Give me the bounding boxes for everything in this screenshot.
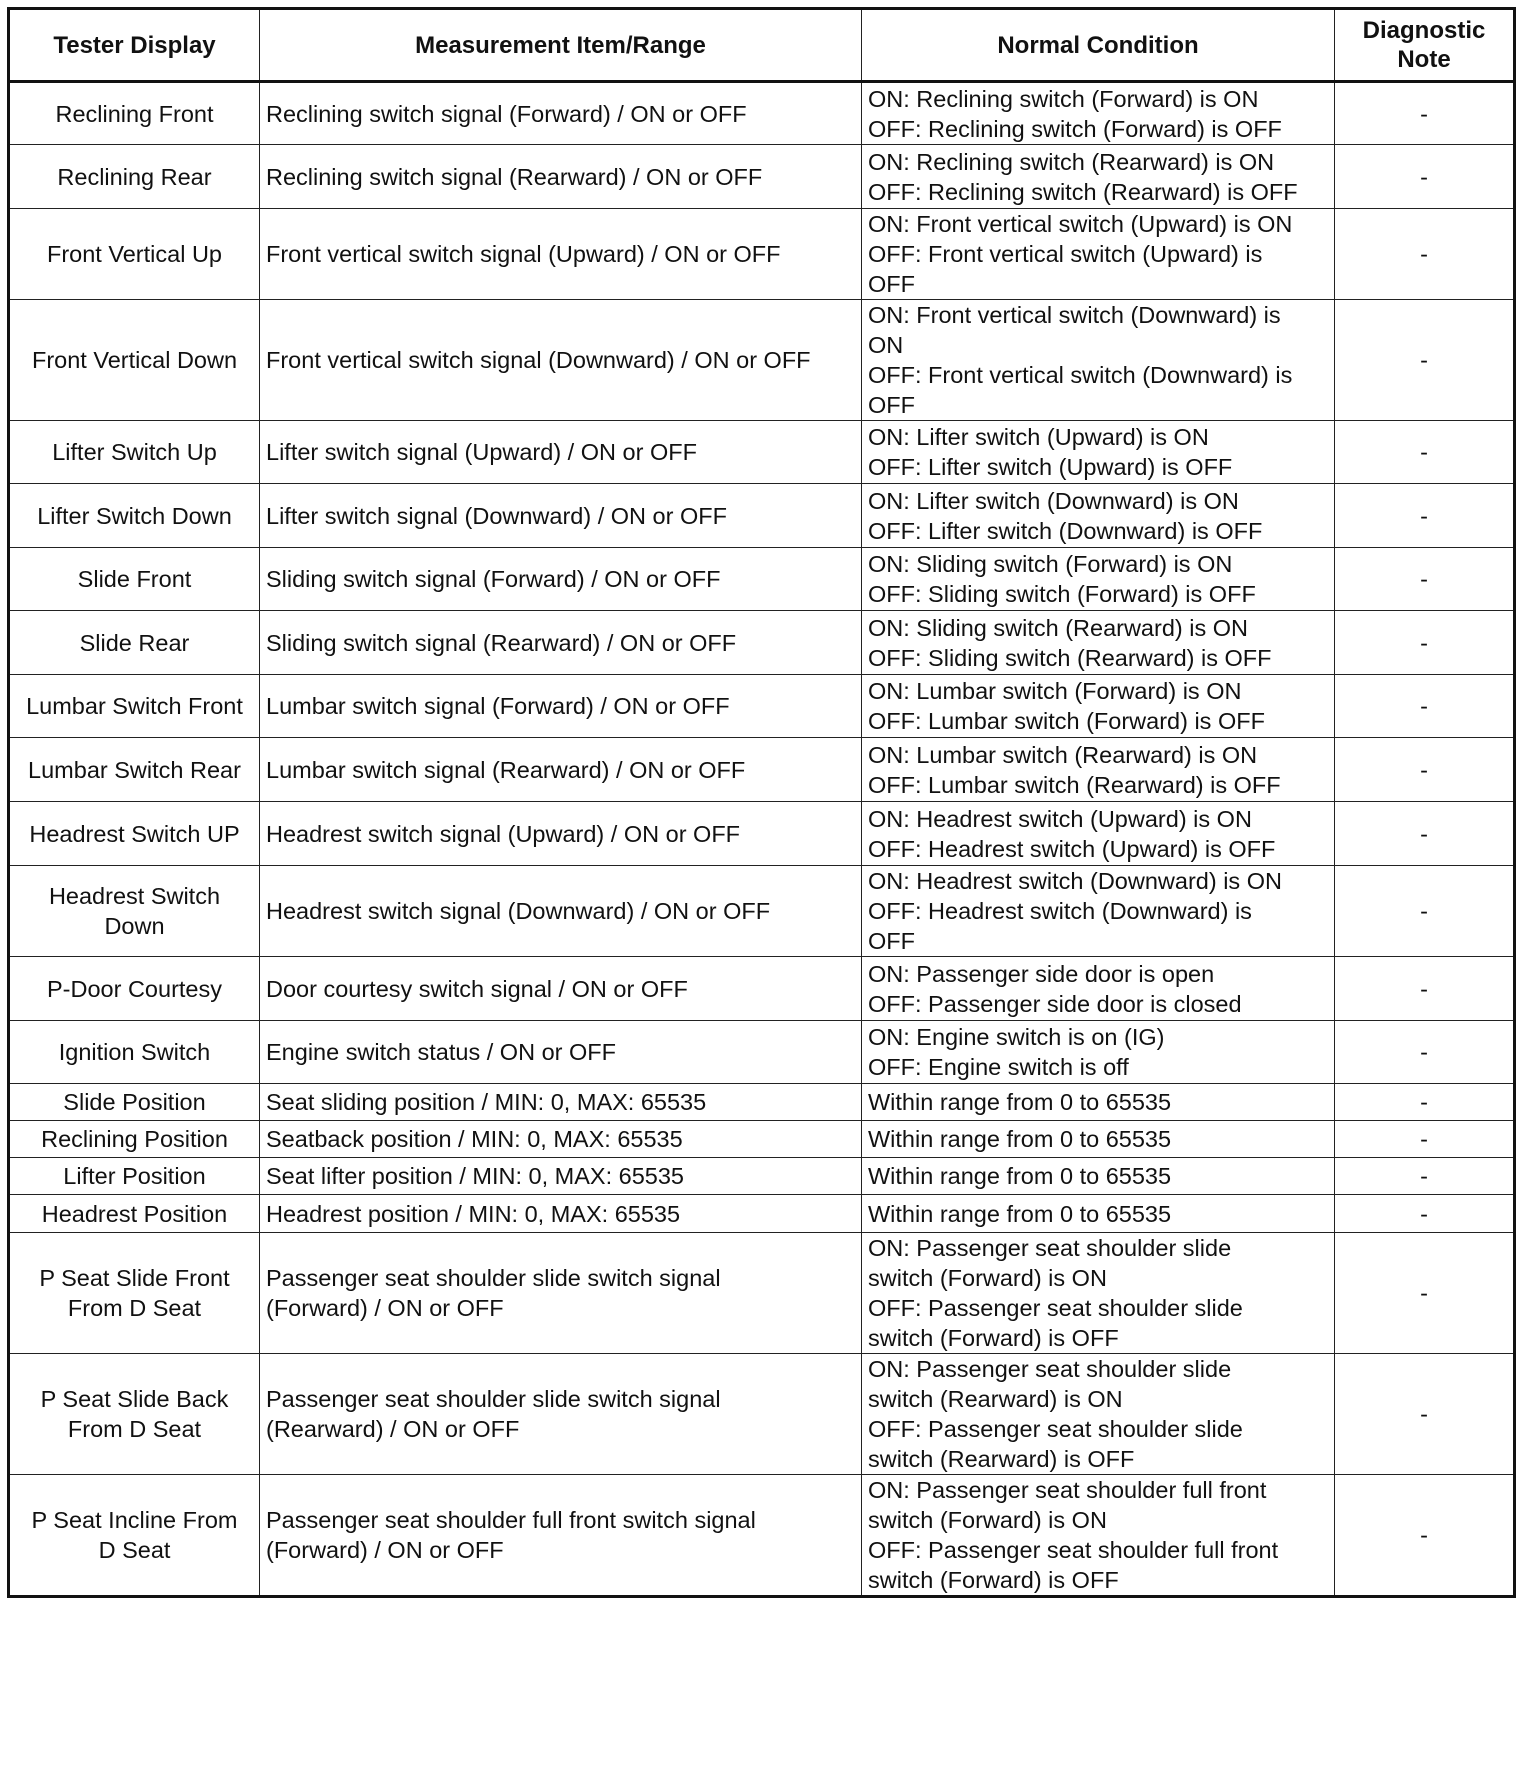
diagnostic-note-cell: -	[1335, 1021, 1515, 1084]
normal-condition-cell	[862, 300, 1335, 421]
table-row	[9, 1121, 1515, 1158]
tester-display-line: Headrest Switch	[48, 883, 221, 909]
normal-condition-cell	[862, 957, 1335, 1021]
measurement-cell	[260, 1354, 862, 1475]
condition-line: ON: Sliding switch (Forward) is ON	[868, 551, 1233, 577]
table-header	[9, 9, 1515, 82]
tester-display-line: From D Seat	[67, 1295, 202, 1321]
table-row	[9, 1158, 1515, 1195]
condition-line: ON	[868, 332, 904, 358]
header-diagnostic-note-label: Diagnostic Note	[1362, 17, 1486, 73]
tester-display-cell: Front Vertical Up	[9, 209, 260, 300]
tester-display-cell: Lumbar Switch Rear	[9, 738, 260, 802]
table-row	[9, 611, 1515, 675]
condition-line: ON: Passenger seat shoulder full front	[868, 1477, 1267, 1503]
condition-line: OFF: Front vertical switch (Downward) is	[868, 362, 1293, 388]
tester-display-cell: Ignition Switch	[9, 1021, 260, 1084]
table-row	[9, 675, 1515, 738]
diagnostic-note-cell: -	[1335, 1475, 1515, 1597]
tester-display-line: From D Seat	[67, 1416, 202, 1442]
diagnostic-note-cell: -	[1335, 209, 1515, 300]
normal-condition-cell	[862, 1195, 1335, 1233]
measurement-cell: Door courtesy switch signal / ON or OFF	[260, 957, 862, 1021]
condition-line: OFF: Lifter switch (Upward) is OFF	[868, 454, 1233, 480]
diagnostic-note-cell: -	[1335, 1121, 1515, 1158]
condition-line: ON: Lumbar switch (Forward) is ON	[868, 678, 1242, 704]
condition-line: OFF	[868, 928, 915, 954]
diagnostic-note-cell: -	[1335, 1195, 1515, 1233]
condition-line: OFF: Front vertical switch (Upward) is	[868, 241, 1263, 267]
measurement-cell: Lumbar switch signal (Rearward) / ON or OFF	[260, 738, 862, 802]
condition-line: OFF: Lifter switch (Downward) is OFF	[868, 517, 1263, 544]
condition-line: switch (Rearward) is ON	[868, 1386, 1123, 1412]
table-row	[9, 1354, 1515, 1475]
diagnostic-note-cell: -	[1335, 738, 1515, 802]
condition-line: OFF: Lumbar switch (Forward) is OFF	[868, 708, 1265, 734]
header-tester-display: Tester Display	[9, 9, 260, 82]
condition-line: switch (Forward) is OFF	[868, 1325, 1119, 1351]
condition-line: ON: Passenger side door is open	[868, 960, 1215, 987]
condition-line: OFF: Reclining switch (Rearward) is OFF	[868, 178, 1298, 205]
condition-line: ON: Reclining switch (Rearward) is ON	[868, 148, 1275, 175]
normal-condition-cell	[862, 421, 1335, 484]
diagnostic-note-cell: -	[1335, 1354, 1515, 1475]
normal-condition-cell	[862, 209, 1335, 300]
condition-line: OFF: Passenger seat shoulder full front	[868, 1537, 1279, 1563]
normal-condition-cell	[862, 1475, 1335, 1597]
diagnostic-note-cell: -	[1335, 802, 1515, 866]
tester-display-line: D Seat	[98, 1537, 171, 1563]
table-row	[9, 145, 1515, 209]
condition-line: ON: Lifter switch (Upward) is ON	[868, 424, 1209, 450]
diagnostic-note-cell: -	[1335, 866, 1515, 957]
diagnostic-note-cell: -	[1335, 82, 1515, 145]
condition-line: ON: Engine switch is on (IG)	[868, 1024, 1165, 1050]
tester-display-cell: Slide Rear	[9, 611, 260, 675]
condition-line: OFF: Passenger side door is closed	[868, 990, 1242, 1017]
measurement-cell: Lumbar switch signal (Forward) / ON or OFF	[260, 675, 862, 738]
measurement-line: (Forward) / ON or OFF	[266, 1537, 504, 1563]
normal-condition-cell	[862, 866, 1335, 957]
tester-display-cell: P-Door Courtesy	[9, 957, 260, 1021]
condition-line: Within range from 0 to 65535	[868, 1126, 1172, 1152]
normal-condition-cell	[862, 1233, 1335, 1354]
condition-line: Within range from 0 to 65535	[868, 1200, 1172, 1227]
tester-display-cell	[9, 1354, 260, 1475]
measurement-cell: Headrest switch signal (Downward) / ON or OFF	[260, 866, 862, 957]
condition-line: ON: Passenger seat shoulder slide	[868, 1356, 1232, 1382]
table-row	[9, 548, 1515, 611]
tester-display-cell: Reclining Position	[9, 1121, 260, 1158]
normal-condition-cell	[862, 1121, 1335, 1158]
tester-display-cell	[9, 1475, 260, 1597]
measurement-cell: Headrest switch signal (Upward) / ON or OFF	[260, 802, 862, 866]
table-body	[9, 82, 1515, 1597]
measurement-cell: Sliding switch signal (Forward) / ON or OFF	[260, 548, 862, 611]
diagnostic-note-cell: -	[1335, 675, 1515, 738]
table-row	[9, 866, 1515, 957]
diagnostic-note-cell: -	[1335, 484, 1515, 548]
table-row	[9, 957, 1515, 1021]
condition-line: ON: Front vertical switch (Downward) is	[868, 302, 1281, 328]
table-row	[9, 1233, 1515, 1354]
tester-display-cell	[9, 1233, 260, 1354]
tester-display-cell: Reclining Front	[9, 82, 260, 145]
header-diagnostic-note	[1335, 9, 1515, 82]
condition-line: ON: Reclining switch (Forward) is ON	[868, 85, 1259, 112]
tester-display-line: Down	[104, 913, 165, 939]
normal-condition-cell	[862, 82, 1335, 145]
measurement-cell: Engine switch status / ON or OFF	[260, 1021, 862, 1084]
condition-line: Within range from 0 to 65535	[868, 1089, 1172, 1115]
normal-condition-cell	[862, 675, 1335, 738]
condition-line: OFF: Lumbar switch (Rearward) is OFF	[868, 771, 1281, 798]
normal-condition-cell	[862, 548, 1335, 611]
tester-display-cell: Headrest Position	[9, 1195, 260, 1233]
data-list-table	[7, 7, 1516, 1598]
measurement-cell: Lifter switch signal (Upward) / ON or OFF	[260, 421, 862, 484]
condition-line: ON: Passenger seat shoulder slide	[868, 1235, 1232, 1261]
measurement-line: Passenger seat shoulder full front switch signal	[266, 1507, 756, 1533]
measurement-cell: Seat sliding position / MIN: 0, MAX: 65535	[260, 1084, 862, 1121]
measurement-cell	[260, 1475, 862, 1597]
condition-line: OFF: Passenger seat shoulder slide	[868, 1295, 1243, 1321]
normal-condition-cell	[862, 1354, 1335, 1475]
tester-display-cell: Reclining Rear	[9, 145, 260, 209]
condition-line: OFF: Headrest switch (Upward) is OFF	[868, 835, 1276, 862]
measurement-cell: Headrest position / MIN: 0, MAX: 65535	[260, 1195, 862, 1233]
measurement-cell: Reclining switch signal (Rearward) / ON or OFF	[260, 145, 862, 209]
measurement-cell: Front vertical switch signal (Downward) / ON or OFF	[260, 300, 862, 421]
condition-line: OFF: Sliding switch (Rearward) is OFF	[868, 644, 1272, 671]
diagnostic-note-cell: -	[1335, 421, 1515, 484]
condition-line: ON: Front vertical switch (Upward) is ON	[868, 211, 1293, 237]
condition-line: switch (Forward) is ON	[868, 1265, 1107, 1291]
measurement-cell: Sliding switch signal (Rearward) / ON or OFF	[260, 611, 862, 675]
table-row	[9, 1195, 1515, 1233]
table-row	[9, 300, 1515, 421]
measurement-cell: Seatback position / MIN: 0, MAX: 65535	[260, 1121, 862, 1158]
condition-line: OFF: Sliding switch (Forward) is OFF	[868, 581, 1256, 607]
condition-line: OFF: Passenger seat shoulder slide	[868, 1416, 1243, 1442]
condition-line: switch (Rearward) is OFF	[868, 1446, 1135, 1472]
condition-line: switch (Forward) is OFF	[868, 1567, 1119, 1593]
tester-display-cell: Headrest Switch UP	[9, 802, 260, 866]
normal-condition-cell	[862, 145, 1335, 209]
diagnostic-note-cell: -	[1335, 548, 1515, 611]
normal-condition-cell	[862, 1084, 1335, 1121]
table-row	[9, 421, 1515, 484]
header-row	[9, 9, 1515, 82]
tester-display-cell: Lifter Switch Up	[9, 421, 260, 484]
condition-line: ON: Headrest switch (Downward) is ON	[868, 868, 1282, 894]
measurement-line: (Rearward) / ON or OFF	[266, 1416, 520, 1442]
header-normal-condition: Normal Condition	[862, 9, 1335, 82]
normal-condition-cell	[862, 1158, 1335, 1195]
condition-line: ON: Sliding switch (Rearward) is ON	[868, 614, 1249, 641]
normal-condition-cell	[862, 738, 1335, 802]
table-row	[9, 802, 1515, 866]
normal-condition-cell	[862, 484, 1335, 548]
condition-line: switch (Forward) is ON	[868, 1507, 1107, 1533]
diagnostic-note-cell: -	[1335, 1084, 1515, 1121]
tester-display-cell: Front Vertical Down	[9, 300, 260, 421]
diagnostic-note-cell: -	[1335, 611, 1515, 675]
condition-line: OFF	[868, 392, 915, 418]
measurement-cell: Seat lifter position / MIN: 0, MAX: 65535	[260, 1158, 862, 1195]
measurement-cell: Front vertical switch signal (Upward) / ON or OFF	[260, 209, 862, 300]
table-row	[9, 1475, 1515, 1597]
condition-line: OFF: Headrest switch (Downward) is	[868, 898, 1252, 924]
table-row	[9, 82, 1515, 145]
condition-line: ON: Lifter switch (Downward) is ON	[868, 487, 1239, 514]
measurement-line: (Forward) / ON or OFF	[266, 1295, 504, 1321]
table-row	[9, 738, 1515, 802]
condition-line: ON: Headrest switch (Upward) is ON	[868, 805, 1252, 832]
tester-display-cell: Slide Front	[9, 548, 260, 611]
tester-display-cell: Lifter Switch Down	[9, 484, 260, 548]
table-row	[9, 1021, 1515, 1084]
table-row	[9, 484, 1515, 548]
condition-line: OFF	[868, 271, 915, 297]
table-row	[9, 1084, 1515, 1121]
measurement-cell: Lifter switch signal (Downward) / ON or OFF	[260, 484, 862, 548]
measurement-cell: Reclining switch signal (Forward) / ON or OFF	[260, 82, 862, 145]
header-measurement-item: Measurement Item/Range	[260, 9, 862, 82]
normal-condition-cell	[862, 802, 1335, 866]
diagnostic-note-cell: -	[1335, 1233, 1515, 1354]
condition-line: OFF: Engine switch is off	[868, 1054, 1129, 1080]
data-list-sheet	[7, 7, 1513, 1779]
condition-line: ON: Lumbar switch (Rearward) is ON	[868, 741, 1258, 768]
measurement-line: Passenger seat shoulder slide switch signal	[266, 1265, 721, 1291]
measurement-line: Passenger seat shoulder slide switch signal	[266, 1386, 721, 1412]
table-row	[9, 209, 1515, 300]
normal-condition-cell	[862, 1021, 1335, 1084]
condition-line: OFF: Reclining switch (Forward) is OFF	[868, 115, 1282, 142]
normal-condition-cell	[862, 611, 1335, 675]
measurement-cell	[260, 1233, 862, 1354]
condition-line: Within range from 0 to 65535	[868, 1163, 1172, 1189]
tester-display-cell: Slide Position	[9, 1084, 260, 1121]
diagnostic-note-cell: -	[1335, 145, 1515, 209]
diagnostic-note-cell: -	[1335, 300, 1515, 421]
diagnostic-note-cell: -	[1335, 1158, 1515, 1195]
tester-display-line: P Seat Incline From	[31, 1507, 238, 1533]
tester-display-line: P Seat Slide Front	[39, 1265, 230, 1291]
tester-display-cell: Lumbar Switch Front	[9, 675, 260, 738]
tester-display-cell: Lifter Position	[9, 1158, 260, 1195]
tester-display-cell	[9, 866, 260, 957]
diagnostic-note-cell: -	[1335, 957, 1515, 1021]
tester-display-line: P Seat Slide Back	[40, 1386, 229, 1412]
